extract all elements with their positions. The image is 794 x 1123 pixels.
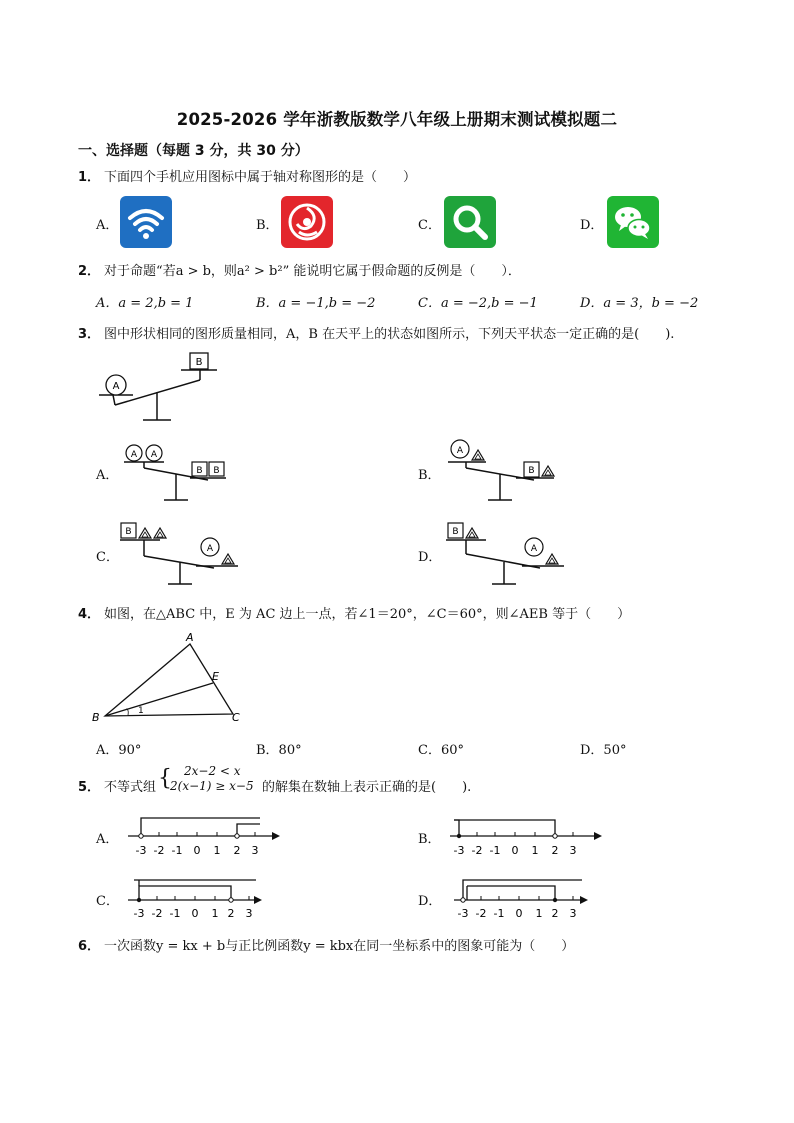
question-2 [78,260,521,279]
tick-label: 3 [569,844,577,857]
option-c: C．60° [418,743,464,758]
page-title: 2025-2026 学年浙教版数学八年级上册期末测试模拟题二 [176,110,618,129]
number-line-d [450,872,600,922]
option-d: D．50° [580,743,627,758]
weight-label: B [528,466,535,476]
balance-option-c [118,518,244,590]
tick-label: 3 [569,907,577,920]
balance-option-b [444,434,564,506]
weight-label: A [112,381,120,392]
wechat-icon [607,196,659,248]
question-3 [78,323,674,342]
weight-label: B [213,466,220,476]
option-label: A． [96,218,119,233]
option-label: D． [418,894,442,909]
inequality-system [170,764,254,794]
question-number: 2． [78,264,101,279]
question-number: 6． [78,939,101,954]
tick-label: -3 [457,907,469,920]
number-line-b [446,810,606,860]
tick-label: -1 [171,844,183,857]
system-brace: { [158,766,172,791]
tick-label: -3 [133,907,145,920]
triangle-figure [88,628,258,728]
option-label: C． [96,894,119,909]
question-text: 如图，在△ABC 中，E 为 AC 边上一点，若∠1＝20°，∠C＝60°，则∠AEB 等于（ ） [104,607,631,622]
balance-option-a [120,438,235,506]
option-label: A． [96,468,119,483]
option-label: B． [256,218,279,233]
tick-label: 0 [193,844,201,857]
tick-label: -1 [493,907,505,920]
tick-label: -2 [151,907,163,920]
weight-label: B [125,527,132,537]
weight-label: B [196,466,203,476]
option-label: B． [418,468,441,483]
tick-label: 2 [233,844,241,857]
weight-label: A [130,450,138,460]
weight-label: A [206,544,214,554]
option-label: A． [96,832,119,847]
tick-label: -1 [169,907,181,920]
tick-label: 2 [551,907,559,920]
inequality-2: 2(x−1) ≥ x−5 [170,779,254,793]
question-text: 下面四个手机应用图标中属于轴对称图形的是（ ） [104,170,417,185]
balance-option-d [444,518,570,590]
tick-label: -3 [135,844,147,857]
tick-label: -2 [475,907,487,920]
option-b: B．a = −1,b = −2 [256,296,376,311]
weight-label: B [452,527,459,537]
weight-label: A [530,544,538,554]
question-number: 3． [78,327,101,342]
question-1 [78,166,416,185]
tick-label: 3 [245,907,253,920]
option-b: B．80° [256,743,302,758]
option-d: D．a = 3，b = −2 [580,296,699,311]
tick-label: -2 [153,844,165,857]
question-4 [78,603,630,622]
tick-label: 1 [211,907,219,920]
vertex-label: A [186,631,194,644]
tick-label: 1 [213,844,221,857]
tick-label: 0 [511,844,519,857]
tick-label: -3 [453,844,465,857]
vertex-label: E [212,670,219,683]
weight-label: A [150,450,158,460]
section-heading: 一、选择题（每题 3 分，共 30 分） [78,143,309,159]
vertex-label: C [232,711,240,724]
option-label: D． [580,218,604,233]
weight-label: A [456,446,464,456]
question-6 [78,935,574,954]
tick-label: 1 [535,907,543,920]
wifi-icon [120,196,172,248]
number-line-a [124,810,284,860]
search-magnifier-icon [444,196,496,248]
question-text: 图中形状相同的图形质量相同，A，B 在天平上的状态如图所示，下列天平状态一定正确的是( ). [104,327,675,342]
question-number: 4． [78,607,101,622]
question-text: 一次函数y = kx + b与正比例函数y = kbx在同一坐标系中的图象可能为（ ） [104,939,575,954]
question-5-tail: 的解集在数轴上表示正确的是( ). [262,780,472,795]
fenghuang-swirl-icon [281,196,333,248]
option-label: C． [418,218,441,233]
tick-label: 2 [227,907,235,920]
tick-label: -1 [489,844,501,857]
tick-label: 1 [531,844,539,857]
tick-label: 3 [251,844,259,857]
weight-label: B [195,357,203,368]
question-number: 1． [78,170,101,185]
option-a: A．a = 2,b = 1 [96,296,194,311]
balance-reference-figure [95,350,225,425]
option-a: A．90° [96,743,142,758]
tick-label: -2 [471,844,483,857]
question-text: 对于命题“若a > b，则a² > b²” 能说明它属于假命题的反例是（ ）． [104,264,521,279]
option-label: C． [96,550,119,565]
question-text: 不等式组 [104,780,157,795]
angle-label: 1 [138,706,144,716]
option-label: B． [418,832,441,847]
number-line-c [124,872,274,922]
question-number: 5． [78,780,101,795]
option-label: D． [418,550,442,565]
question-5 [78,776,156,795]
option-c: C．a = −2,b = −1 [418,296,538,311]
inequality-1: 2x−2 < x [184,764,241,778]
vertex-label: B [92,711,100,724]
tick-label: 0 [515,907,523,920]
tick-label: 2 [551,844,559,857]
tick-label: 0 [191,907,199,920]
